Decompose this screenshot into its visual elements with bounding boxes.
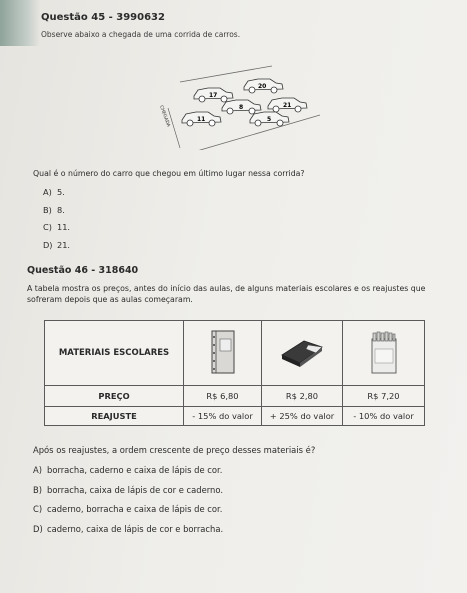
colored-pencils-image [343, 321, 425, 386]
adjustment-pencils: - 10% do valor [343, 407, 425, 426]
question-45-prompt: Qual é o número do carro que chegou em último lugar nessa corrida? [33, 169, 305, 178]
option-d[interactable] [33, 520, 223, 540]
car-17 [194, 88, 233, 102]
question-45-title: Questão 45 - 3990632 [41, 12, 165, 23]
option-b[interactable] [33, 481, 223, 501]
adjustment-eraser: + 25% do valor [262, 407, 343, 426]
car-8 [222, 100, 261, 114]
option-letter: D) [33, 523, 43, 534]
price-eraser: R$ 2,80 [262, 386, 343, 407]
option-text: caderno, caixa de lápis de cor e borracha. [47, 523, 224, 534]
car-number: 21 [283, 102, 292, 109]
notebook-image [184, 321, 262, 386]
option-a[interactable] [43, 184, 70, 202]
car-number: 11 [197, 116, 206, 123]
car-number: 17 [209, 92, 218, 99]
page-edge-strip [0, 0, 40, 46]
question-46-prompt: Após os reajustes, a ordem crescente de preço desses materiais é? [33, 445, 316, 455]
option-text: 11. [57, 222, 71, 232]
option-letter: A) [33, 465, 42, 475]
car-number: 20 [258, 83, 267, 90]
option-text: caderno, borracha e caixa de lápis de cor. [47, 504, 223, 514]
option-text: 5. [57, 187, 65, 197]
option-text: borracha, caixa de lápis de cor e caderno. [47, 484, 223, 495]
option-letter: B) [43, 204, 52, 215]
adjustment-label: REAJUSTE [45, 407, 184, 426]
question-46-title: Questão 46 - 318640 [27, 265, 139, 276]
option-text: 8. [57, 204, 65, 215]
finish-label: CHEGADA [158, 104, 171, 128]
eraser-icon [278, 335, 326, 369]
option-letter: C) [43, 222, 52, 232]
question-46-options [33, 461, 223, 539]
option-text: borracha, caderno e caixa de lápis de cor. [47, 465, 223, 475]
option-letter: A) [43, 187, 52, 197]
price-pencils: R$ 7,20 [343, 386, 425, 407]
option-b[interactable] [43, 202, 70, 220]
car-race-figure [150, 60, 325, 150]
option-c[interactable] [43, 219, 70, 237]
question-45-intro: Observe abaixo a chegada de uma corrida de carros. [41, 30, 241, 39]
price-notebook: R$ 6,80 [184, 386, 262, 407]
car-21 [268, 98, 307, 112]
option-a[interactable] [33, 461, 223, 481]
question-45-options [43, 184, 70, 254]
car-5 [250, 112, 289, 126]
colored-pencils-box-icon [368, 329, 400, 375]
finish-line [168, 108, 180, 148]
option-letter: D) [43, 239, 53, 250]
notebook-icon [209, 329, 237, 375]
price-label: PREÇO [45, 386, 184, 407]
option-d[interactable] [43, 237, 70, 255]
car-number: 8 [239, 104, 244, 111]
materials-table [44, 320, 425, 426]
table-header: MATERIAIS ESCOLARES [45, 321, 184, 386]
car-11 [182, 112, 221, 126]
eraser-image [262, 321, 343, 386]
option-text: 21. [57, 239, 71, 250]
option-letter: B) [33, 484, 43, 495]
car-20 [244, 79, 283, 93]
option-c[interactable] [33, 500, 223, 520]
question-46-intro: A tabela mostra os preços, antes do início das aulas, de alguns materiais escolares e os reajustes que sofreram depois que as aulas começaram. [27, 284, 426, 304]
car-number: 5 [267, 116, 272, 123]
option-letter: C) [33, 504, 43, 514]
adjustment-notebook: - 15% do valor [184, 407, 262, 426]
